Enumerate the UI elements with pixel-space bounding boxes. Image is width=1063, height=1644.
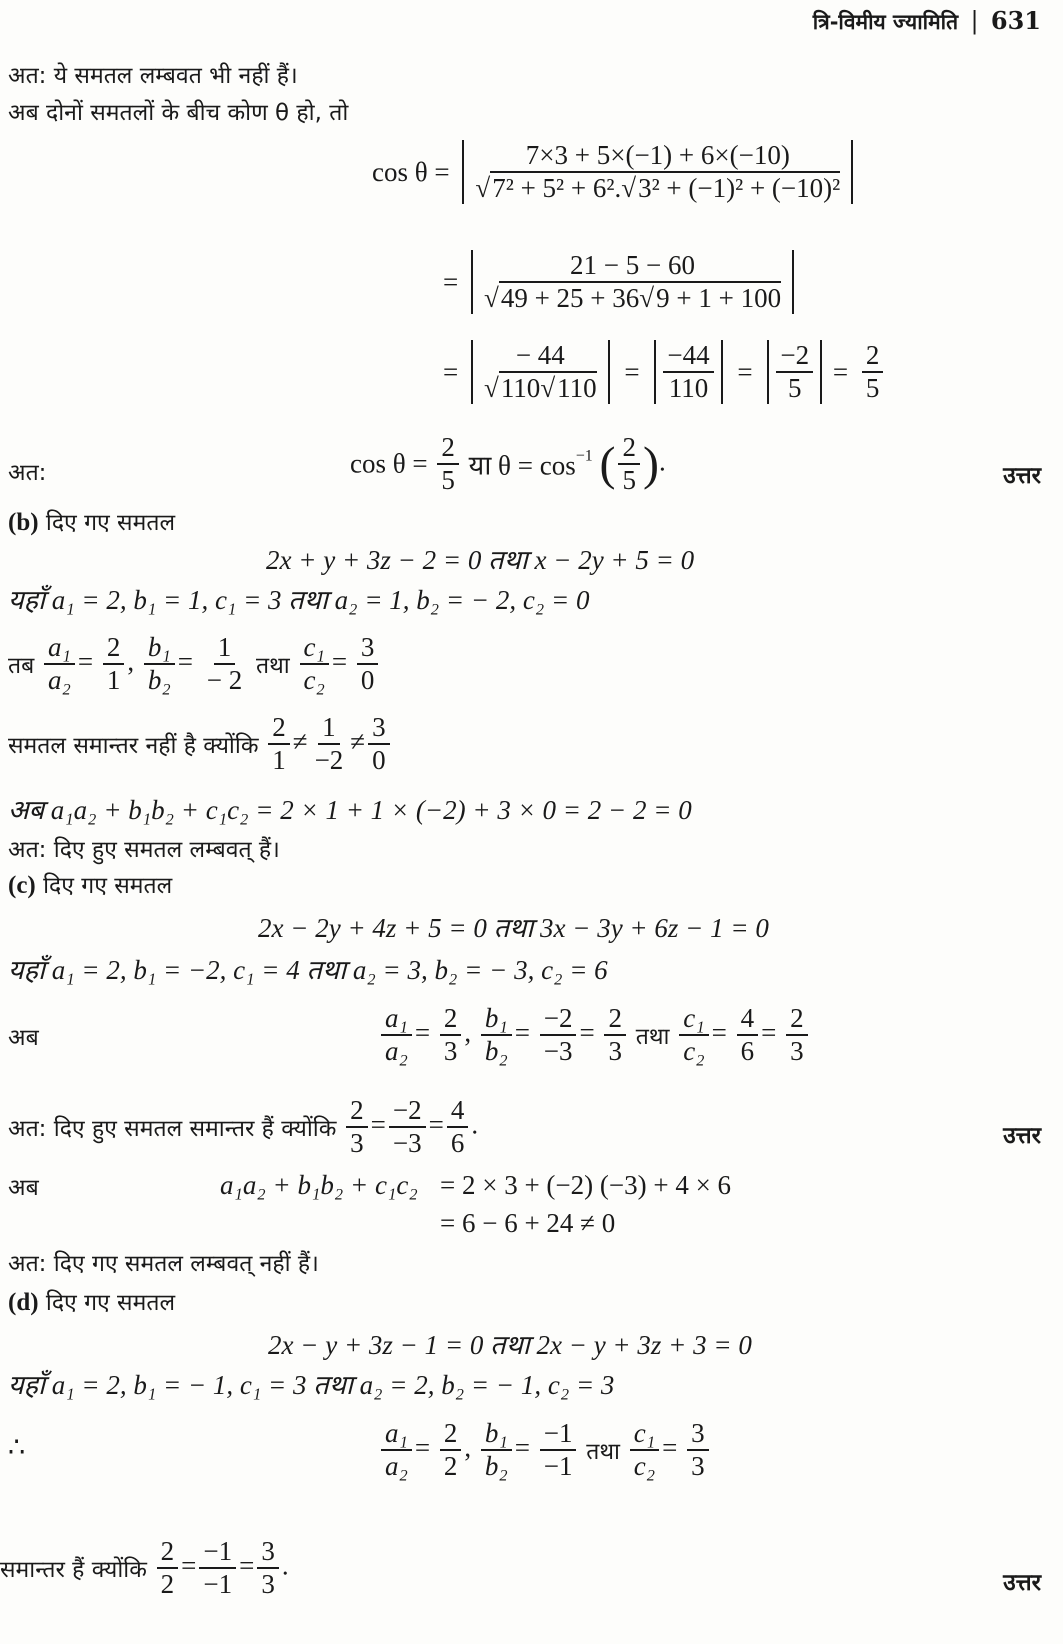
fraction — [144, 632, 175, 696]
fraction — [203, 632, 246, 696]
dot-product: अब a₁a₂ + b₁b₂ + c₁c₂ = 2 × 1 + 1 × (−2) + 3 × 0 = 2 − 2 = 0 — [8, 795, 692, 825]
answer-label: उत्तर — [1003, 1570, 1041, 1596]
numerator: 7×3 + 5×(−1) + 6×(−10) — [522, 140, 794, 173]
numerator: 4 — [737, 1003, 759, 1036]
section-heading-c — [8, 868, 172, 900]
numerator: c₁ — [630, 1418, 659, 1451]
numerator: 2 — [440, 1003, 462, 1036]
numerator: a₁ — [44, 632, 75, 665]
fraction — [540, 1418, 577, 1482]
absolute-value — [654, 340, 722, 404]
denominator: b₂ — [484, 1036, 508, 1067]
parallel-statement: अत: दिए हुए समतल समान्तर हैं क्योंकि $\frac{2}{3}$ = $\frac{-2}{-3}$ = $\frac{4}{6}$ . — [8, 1095, 479, 1159]
fraction — [687, 1418, 709, 1482]
numerator: 2 — [346, 1095, 368, 1128]
sqrt-term: 7² + 5² + 6² — [492, 173, 615, 204]
numerator: −2 — [540, 1003, 577, 1036]
numerator: 2 — [103, 632, 125, 665]
fraction — [257, 1536, 279, 1600]
denominator: 2 — [443, 1451, 458, 1482]
statement-text: समतल समान्तर नहीं है क्योंकि — [8, 733, 259, 760]
numerator: a₁ — [381, 1003, 412, 1036]
cos-theta-step-3 — [443, 340, 886, 404]
equals: = — [443, 356, 459, 387]
inverse-cos-label: या θ = cos — [468, 450, 576, 481]
denominator: −3 — [392, 1128, 422, 1159]
ratio-label: तब — [8, 653, 35, 680]
denominator: 5 — [441, 465, 455, 496]
numerator: 3 — [257, 1536, 279, 1569]
chapter-title: त्रि-विमीय ज्यामिति — [812, 10, 959, 34]
section-label: (d) — [8, 1289, 39, 1316]
fraction — [381, 1418, 412, 1482]
fraction — [357, 632, 379, 696]
denominator: 110 — [668, 373, 709, 404]
ratio-label: अब — [8, 1025, 39, 1051]
denominator: a₂ — [385, 1036, 408, 1067]
cos-theta-step-1 — [372, 140, 853, 204]
sqrt-term: 110 — [500, 373, 541, 404]
denominator: b₂ — [484, 1451, 508, 1482]
equals: = — [624, 356, 640, 387]
plane-equation: 2x − y + 3z − 1 = 0 तथा 2x − y + 3z + 3 = 0 — [268, 1330, 752, 1360]
numerator: 2 — [437, 432, 459, 465]
coefficients: यहाँ a₁ = 2, b₁ = − 1, c₁ = 3 तथा a₂ = 2, b₂ = − 1, c₂ = 3 — [8, 1370, 615, 1400]
equals: = — [832, 356, 849, 387]
fraction — [862, 340, 884, 404]
fraction — [618, 432, 640, 496]
denominator: c₂ — [633, 1451, 656, 1482]
statement-text: अत: दिए हुए समतल समान्तर हैं क्योंकि — [8, 1116, 337, 1143]
section-heading-text: दिए गए समतल — [45, 1290, 176, 1316]
fraction — [440, 1003, 462, 1067]
denominator: 1 — [106, 665, 121, 696]
ratio-row: $\frac{\text{a₁}}{\text{a₂}}$ = $\frac{2}{3}$ , $\frac{\text{b₁}}{\text{b₂}}$ = $\frac{-2}{-3}$ = $\frac{2}{3}$ तथा $\frac{\text{c₁}}{\text{c₂}}$ = $\frac{4}{6}$ = $\frac{2}{3}$ — [378, 1003, 811, 1067]
denominator: 3 — [691, 1451, 705, 1482]
numerator: 2 — [786, 1003, 808, 1036]
answer-label: उत्तर — [1003, 1123, 1041, 1149]
fraction — [447, 1095, 469, 1159]
numerator: 2 — [862, 340, 884, 373]
equals: = — [737, 356, 753, 387]
text-line: अत: ये समतल लम्बवत भी नहीं हैं। — [8, 63, 298, 89]
dot-label: अब — [8, 1175, 39, 1201]
cos-label: cos θ = — [372, 156, 450, 187]
denominator: a₂ — [385, 1451, 408, 1482]
denominator: c₂ — [683, 1036, 705, 1067]
numerator: c₁ — [679, 1003, 708, 1036]
fraction — [481, 1003, 512, 1067]
running-header — [813, 6, 1041, 36]
fraction — [311, 712, 348, 776]
denominator: 0 — [372, 745, 386, 776]
denominator: 2 — [160, 1569, 175, 1600]
numerator: −1 — [540, 1418, 577, 1451]
denominator: 5 — [787, 373, 802, 404]
section-label: (c) — [8, 872, 36, 899]
not-equal: ≠ — [350, 726, 366, 757]
fraction — [389, 1095, 426, 1159]
plane-equation: 2x − 2y + 4z + 5 = 0 तथा 3x − 3y + 6z − 1 = 0 — [258, 913, 769, 943]
numerator: b₁ — [481, 1003, 512, 1036]
denominator: 3 — [608, 1036, 622, 1067]
answer-label: उत्तर — [1003, 463, 1041, 489]
sqrt-term: 9 + 1 + 100 — [656, 283, 782, 314]
angle-conclusion: cos θ = $\frac{2}{5}$ या $\theta = \cos^{-1}$ ( $\frac{2}{5}$ ). — [350, 432, 666, 496]
fraction — [268, 712, 290, 776]
absolute-value — [462, 140, 853, 204]
numerator: c₁ — [300, 632, 329, 665]
numerator: 2 — [604, 1003, 626, 1036]
dot-rhs-1: = 2 × 3 + (−2) (−3) + 4 × 6 — [440, 1170, 732, 1200]
text-line: अब दोनों समतलों के बीच कोण θ हो, तो — [8, 100, 349, 126]
denominator: 5 — [622, 465, 636, 496]
fraction — [44, 632, 75, 696]
section-heading-text: दिए गए समतल — [43, 873, 173, 899]
denominator: 6 — [740, 1036, 755, 1067]
numerator: 2 — [268, 712, 290, 745]
fraction — [368, 712, 390, 776]
fraction — [381, 1003, 412, 1067]
conclusion: अत: दिए गए समतल लम्बवत् नहीं हैं। — [8, 1251, 319, 1277]
fraction — [480, 250, 785, 314]
coefficients: यहाँ a₁ = 2, b₁ = 1, c₁ = 3 तथा a₂ = 1, b₂ = − 2, c₂ = 0 — [8, 585, 590, 615]
numerator: 21 − 5 − 60 — [566, 250, 699, 283]
denominator: − 2 — [206, 665, 243, 696]
fraction — [471, 140, 844, 204]
denominator: −1 — [543, 1451, 573, 1482]
fraction — [440, 1418, 462, 1482]
not-equal: ≠ — [292, 726, 308, 757]
numerator: 4 — [447, 1095, 469, 1128]
header-separator: | — [970, 7, 979, 35]
fraction — [346, 1095, 368, 1159]
conclusion: अत: दिए हुए समतल लम्बवत् हैं। — [8, 837, 280, 863]
denominator: −3 — [543, 1036, 573, 1067]
sqrt-term: 49 + 25 + 36 — [500, 283, 640, 314]
denominator: 5 — [865, 373, 880, 404]
numerator: −2 — [389, 1095, 426, 1128]
numerator: 2 — [440, 1418, 462, 1451]
parallel-statement: समान्तर हैं क्योंकि $\frac{2}{2}$ = $\frac{-1}{-1}$ = $\frac{3}{3}$ . — [0, 1536, 289, 1600]
numerator: 1 — [318, 712, 340, 745]
fraction — [480, 340, 601, 404]
numerator: −2 — [776, 340, 813, 373]
conjunction: तथा — [255, 653, 290, 680]
denominator: −2 — [314, 745, 344, 776]
denominator: 3 — [790, 1036, 804, 1067]
statement-text: समान्तर हैं क्योंकि — [0, 1557, 147, 1584]
section-label: (b) — [8, 509, 39, 536]
superscript: −1 — [575, 447, 593, 465]
denominator: 6 — [450, 1128, 465, 1159]
period: . — [658, 446, 666, 477]
ratio-row: $\frac{\text{a₁}}{\text{a₂}}$ = $\frac{2}{2}$ , $\frac{\text{b₁}}{\text{b₂}}$ = $\frac{-1}{-1}$ तथा $\frac{\text{c₁}}{\text{c₂}}$ = $\frac{3}{3}$ — [378, 1418, 712, 1482]
fraction — [679, 1003, 708, 1067]
dot-rhs-2: = 6 − 6 + 24 ≠ 0 — [440, 1208, 616, 1238]
denominator: √7² + 5² + 6².√3² + (−1)² + (−10)² — [475, 173, 841, 204]
section-heading-d — [8, 1285, 175, 1317]
numerator: 2 — [618, 432, 640, 465]
section-heading-b — [8, 505, 175, 537]
absolute-value — [471, 250, 794, 314]
ratio-row: तब $\frac{\text{a₁}}{\text{a₂}}$ = $\frac{2}{1}$ , $\frac{\text{b₁}}{\text{b₂}}$ = $\frac{1}{- 2}$ तथा $\frac{\text{c₁}}{\text{c₂}}$ = $\frac{3}{0}$ — [8, 632, 381, 696]
numerator: b₁ — [144, 632, 175, 665]
fraction — [630, 1418, 659, 1482]
equals: = — [443, 266, 459, 297]
fraction — [437, 432, 459, 496]
plane-equation: 2x + y + 3z − 2 = 0 तथा x − 2y + 5 = 0 — [266, 545, 695, 575]
fraction — [103, 632, 125, 696]
denominator: 0 — [360, 665, 375, 696]
sqrt-term: 3² + (−1)² + (−10)² — [638, 173, 841, 204]
fraction — [481, 1418, 512, 1482]
denominator: 1 — [272, 745, 286, 776]
fraction — [300, 632, 329, 696]
numerator: 1 — [214, 632, 236, 665]
denominator: −1 — [203, 1569, 233, 1600]
fraction — [157, 1536, 179, 1600]
fraction — [663, 340, 713, 404]
denominator: c₂ — [303, 665, 325, 696]
cos-label: cos θ = — [350, 448, 428, 479]
conjunction: तथा — [635, 1024, 670, 1051]
denominator: 3 — [261, 1569, 275, 1600]
fraction — [540, 1003, 577, 1067]
numerator: 3 — [368, 712, 390, 745]
numerator: b₁ — [481, 1418, 512, 1451]
page-number: 631 — [990, 6, 1041, 35]
numerator: − 44 — [512, 340, 569, 373]
denominator: a₂ — [48, 665, 71, 696]
coefficients: यहाँ a₁ = 2, b₁ = −2, c₁ = 4 तथा a₂ = 3, b₂ = − 3, c₂ = 6 — [8, 955, 608, 985]
denominator: 3 — [443, 1036, 458, 1067]
conclusion-label: अत: — [8, 460, 47, 486]
numerator: a₁ — [381, 1418, 412, 1451]
dot-lhs: a₁a₂ + b₁b₂ + c₁c₂ — [220, 1170, 418, 1200]
absolute-value — [471, 340, 610, 404]
sqrt-term: 110 — [557, 373, 597, 404]
denominator: √49 + 25 + 36√9 + 1 + 100 — [483, 283, 782, 314]
numerator: −44 — [663, 340, 713, 373]
fraction — [737, 1003, 759, 1067]
conjunction: तथा — [586, 1439, 620, 1466]
fraction — [199, 1536, 236, 1600]
therefore-symbol: ∴ — [8, 1432, 26, 1462]
denominator: b₂ — [147, 665, 171, 696]
numerator: 2 — [157, 1536, 179, 1569]
cos-theta-step-2 — [443, 250, 794, 314]
fraction — [776, 340, 813, 404]
section-heading-text: दिए गए समतल — [45, 510, 176, 536]
numerator: 3 — [687, 1418, 709, 1451]
fraction — [786, 1003, 808, 1067]
denominator: 3 — [350, 1128, 364, 1159]
absolute-value — [767, 340, 822, 404]
not-parallel-statement — [8, 712, 393, 776]
numerator: 3 — [357, 632, 379, 665]
numerator: −1 — [199, 1536, 236, 1569]
denominator: √110√110 — [483, 373, 597, 404]
fraction — [604, 1003, 626, 1067]
